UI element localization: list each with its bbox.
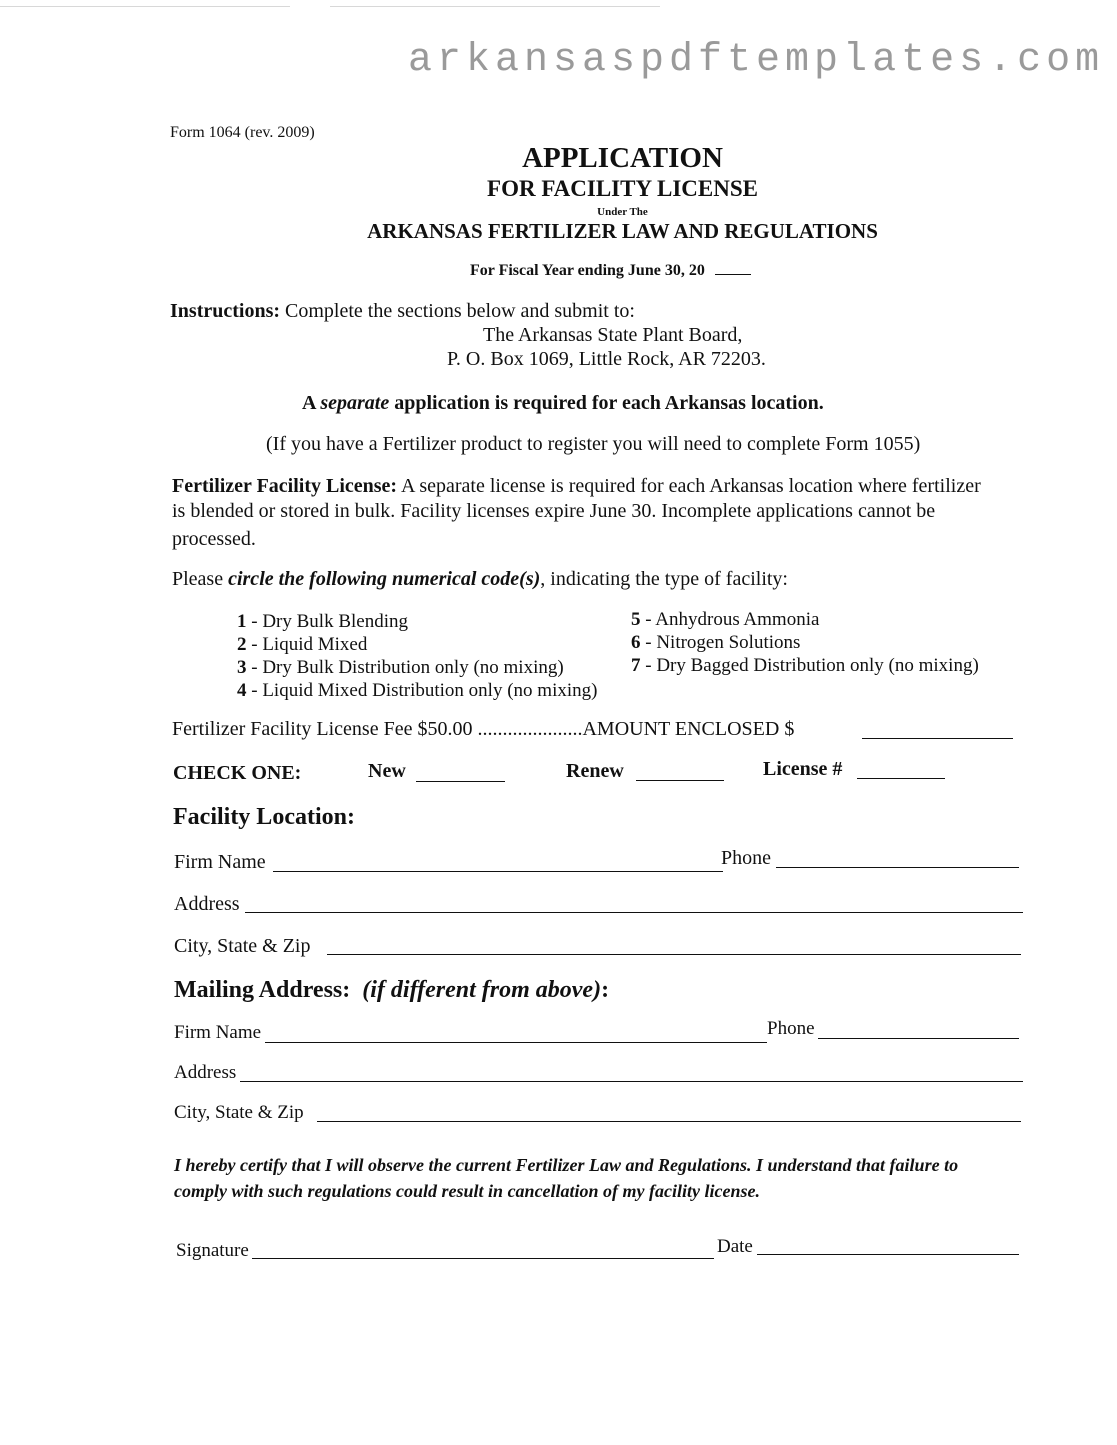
mailing-address-label: Address: [174, 1062, 237, 1083]
facility-code-option[interactable]: 6 - Nitrogen Solutions: [631, 632, 801, 653]
license-para-line-3: processed.: [172, 528, 256, 550]
fee-line: [172, 718, 794, 741]
facility-city-field[interactable]: [327, 954, 1021, 955]
facility-city-label: City, State & Zip: [174, 935, 311, 957]
mailing-city-field[interactable]: [317, 1121, 1021, 1122]
separate-notice-em: separate: [320, 392, 390, 414]
instructions-text: Complete the sections below and submit to:: [285, 300, 635, 322]
mailing-heading-colon: :: [601, 977, 610, 1003]
separate-notice-post: application is required for each Arkansas location.: [389, 392, 824, 414]
instructions: [170, 300, 635, 323]
title-application: APPLICATION: [522, 142, 723, 174]
separate-notice: [302, 392, 824, 415]
fee-label: Fertilizer Facility License Fee $50.00 .....................: [172, 718, 583, 740]
mailing-firm-label: Firm Name: [174, 1022, 262, 1043]
license-para-line-2: is blended or stored in bulk. Facility licenses expire June 30. Incomplete applications cannot be: [172, 500, 936, 522]
watermark: arkansaspdftemplates.com: [408, 38, 1105, 83]
license-para-label: Fertilizer Facility License:: [172, 475, 398, 497]
mailing-heading: [174, 977, 609, 1004]
license-para-text: A separate license is required for each Arkansas location where fertilizer: [401, 475, 981, 497]
facility-code-option[interactable]: 4 - Liquid Mixed Distribution only (no mixing): [237, 680, 598, 701]
renew-field[interactable]: [636, 780, 724, 781]
certification-line-1: I hereby certify that I will observe the current Fertilizer Law and Regulations. I understand that failure to: [174, 1155, 959, 1175]
title-under-the: Under The: [597, 206, 648, 218]
fiscal-year-label: For Fiscal Year ending June 30, 20: [470, 262, 705, 279]
signature-field[interactable]: [252, 1258, 714, 1259]
mailing-firm-field[interactable]: [265, 1042, 767, 1043]
amount-enclosed-label: AMOUNT ENCLOSED $: [582, 718, 795, 740]
facility-code-option[interactable]: 3 - Dry Bulk Distribution only (no mixing): [237, 657, 564, 678]
license-para-line-1: [172, 475, 981, 498]
facility-location-heading: Facility Location:: [173, 804, 355, 830]
facility-firm-label: Firm Name: [174, 851, 266, 873]
mailing-heading-note: (if different from above): [362, 977, 602, 1003]
license-number-label: License #: [763, 758, 843, 780]
circle-em: circle the following numerical code(s): [228, 568, 541, 590]
date-label: Date: [717, 1236, 753, 1257]
facility-code-option[interactable]: 2 - Liquid Mixed: [237, 634, 368, 655]
signature-label: Signature: [176, 1240, 249, 1261]
date-field[interactable]: [757, 1254, 1019, 1255]
check-one-label: CHECK ONE:: [173, 762, 302, 784]
separate-notice-pre: A: [302, 392, 321, 414]
facility-firm-field[interactable]: [273, 871, 723, 872]
facility-code-option[interactable]: 7 - Dry Bagged Distribution only (no mixing): [631, 655, 979, 676]
certification-line-2: comply with such regulations could result in cancellation of my facility license.: [174, 1181, 761, 1201]
scan-edge-line: [0, 6, 290, 7]
facility-address-label: Address: [174, 893, 240, 915]
scan-edge-line: [330, 6, 660, 7]
new-label: New: [368, 760, 406, 782]
circle-post: , indicating the type of facility:: [540, 568, 788, 590]
renew-label: Renew: [566, 760, 624, 782]
license-number-field[interactable]: [857, 778, 945, 779]
facility-address-field[interactable]: [245, 912, 1023, 913]
mailing-phone-label: Phone: [767, 1018, 815, 1039]
mailing-heading-label: Mailing Address:: [174, 977, 351, 1003]
address-line-2: P. O. Box 1069, Little Rock, AR 72203.: [447, 348, 766, 370]
form-number: Form 1064 (rev. 2009): [170, 124, 315, 141]
fiscal-year-blank[interactable]: [715, 273, 751, 275]
title-facility-license: FOR FACILITY LICENSE: [487, 176, 758, 201]
codes-left: [237, 610, 597, 702]
certification: [174, 1152, 1064, 1204]
title-law: ARKANSAS FERTILIZER LAW AND REGULATIONS: [367, 219, 878, 243]
codes-right: [631, 608, 979, 677]
address-line-1: The Arkansas State Plant Board,: [483, 324, 743, 346]
circle-instruction: [172, 568, 788, 591]
mailing-city-label: City, State & Zip: [174, 1102, 304, 1123]
amount-enclosed-field[interactable]: [862, 738, 1013, 739]
instructions-label: Instructions:: [170, 300, 281, 322]
new-field[interactable]: [416, 781, 505, 782]
product-note: (If you have a Fertilizer product to register you will need to complete Form 1055): [266, 433, 921, 455]
facility-code-option[interactable]: 5 - Anhydrous Ammonia: [631, 609, 820, 630]
fiscal-year: [470, 262, 751, 280]
mailing-address-field[interactable]: [240, 1081, 1023, 1082]
mailing-phone-field[interactable]: [818, 1038, 1019, 1039]
facility-phone-label: Phone: [721, 847, 771, 869]
facility-phone-field[interactable]: [776, 867, 1019, 868]
circle-pre: Please: [172, 568, 229, 590]
facility-code-option[interactable]: 1 - Dry Bulk Blending: [237, 611, 408, 632]
